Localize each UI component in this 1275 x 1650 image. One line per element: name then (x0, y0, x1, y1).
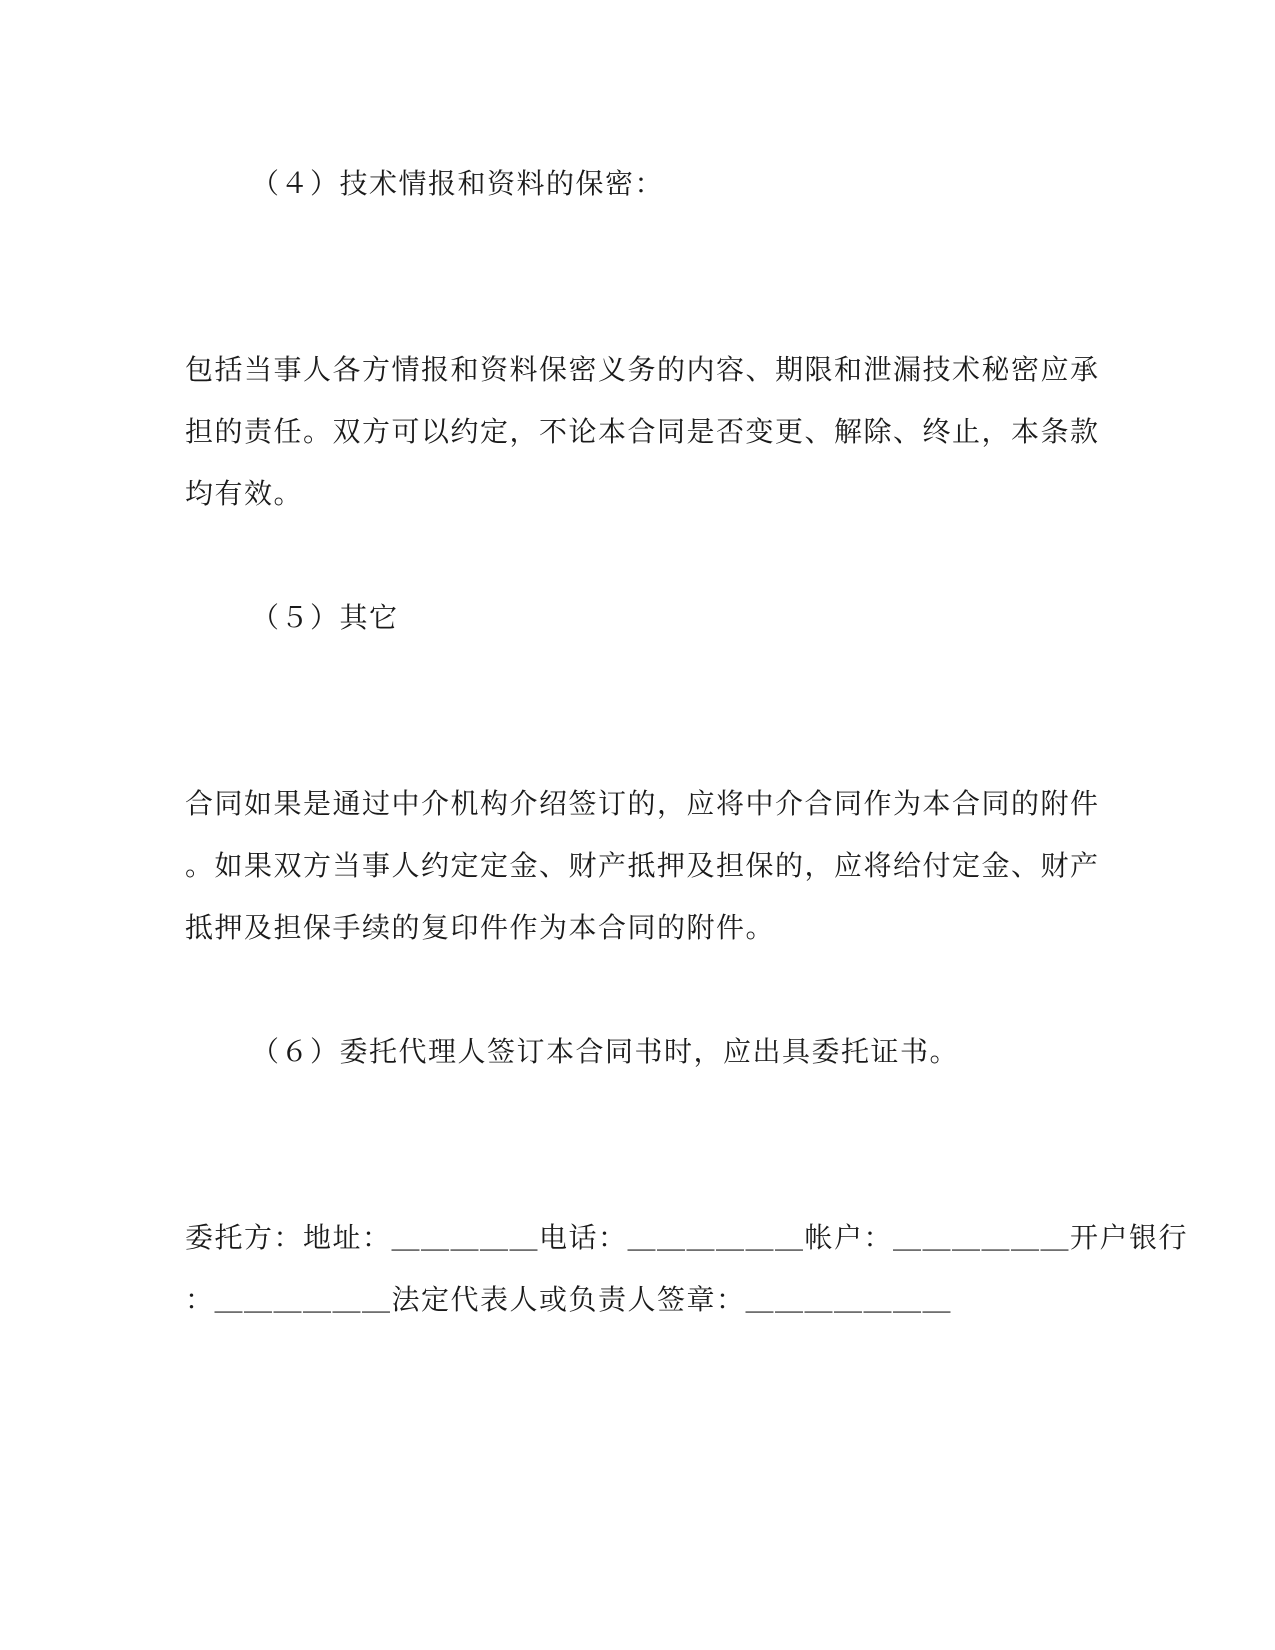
section-4-heading: （４）技术情报和资料的保密： (251, 167, 665, 200)
signature-block-line-2: ：＿＿＿＿＿＿法定代表人或负责人签章：＿＿＿＿＿＿＿ (185, 1283, 953, 1316)
section-5-paragraph-line-3: 抵押及担保手续的复印件作为本合同的附件。 (185, 911, 776, 944)
section-4-paragraph-line-1: 包括当事人各方情报和资料保密义务的内容、期限和泄漏技术秘密应承 (185, 353, 1100, 386)
section-5-heading: （５）其它 (251, 601, 399, 634)
signature-block-line-1: 委托方：地址：＿＿＿＿＿电话：＿＿＿＿＿＿帐户：＿＿＿＿＿＿开户银行 (185, 1221, 1189, 1254)
section-5-paragraph-line-2: 。如果双方当事人约定定金、财产抵押及担保的，应将给付定金、财产 (185, 849, 1100, 882)
section-4-paragraph-line-2: 担的责任。双方可以约定，不论本合同是否变更、解除、终止，本条款 (185, 415, 1100, 448)
section-4-paragraph-line-3: 均有效。 (185, 477, 304, 510)
section-6-heading: （６）委托代理人签订本合同书时，应出具委托证书。 (251, 1035, 960, 1068)
section-5-paragraph-line-1: 合同如果是通过中介机构介绍签订的，应将中介合同作为本合同的附件 (185, 787, 1100, 820)
